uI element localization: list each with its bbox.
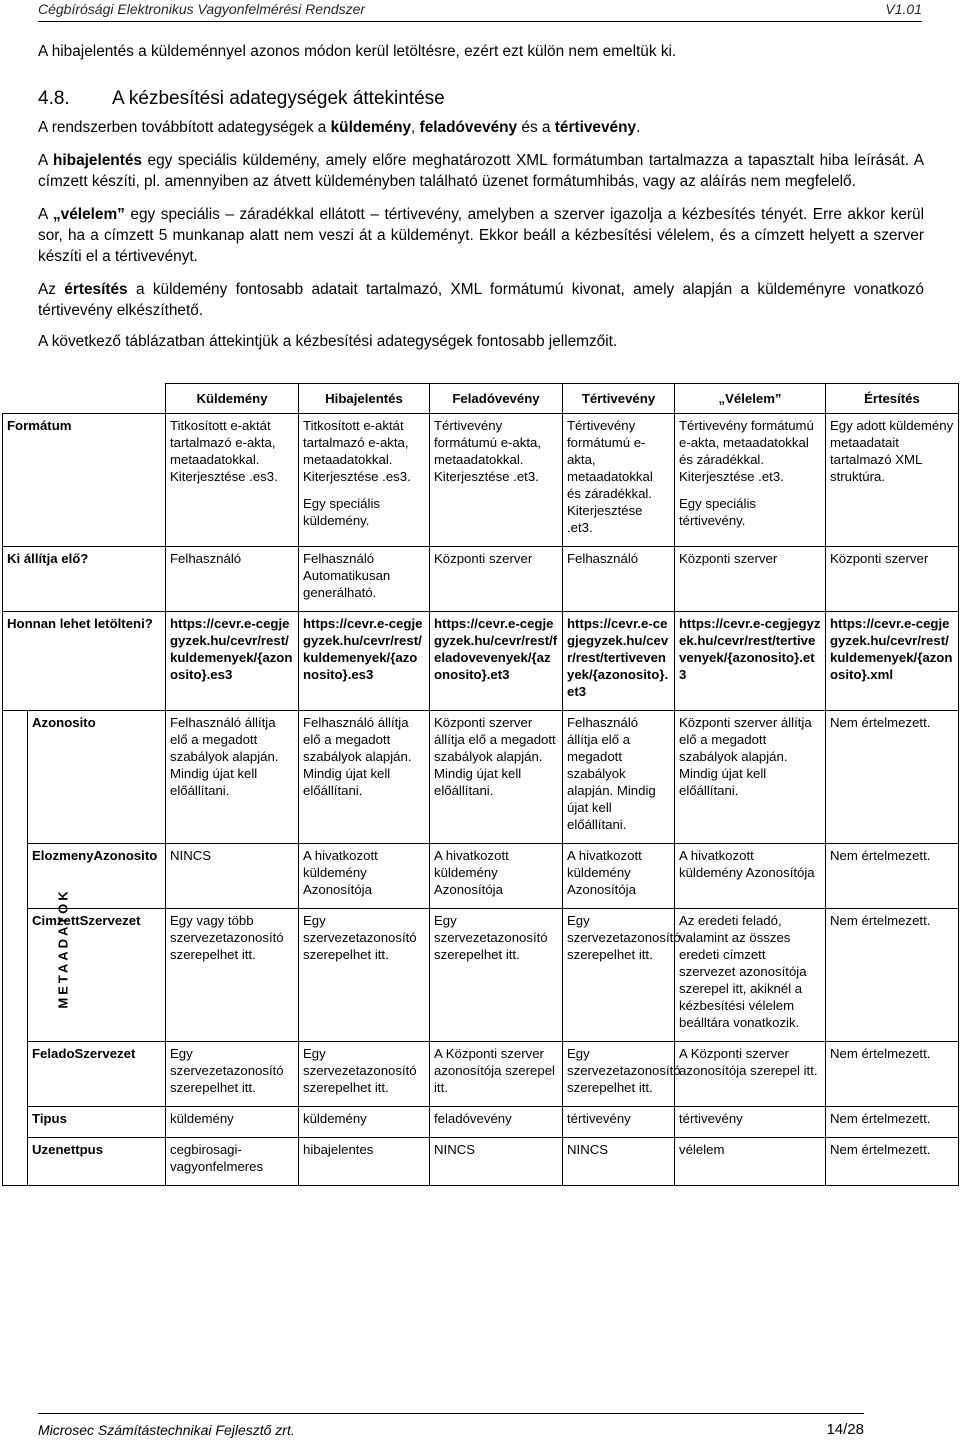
table-cell: [299, 414, 430, 547]
section-heading: [38, 86, 924, 112]
table-cell: Nem értelmezett.: [826, 844, 959, 909]
row-label: Tipus: [28, 1107, 166, 1138]
table-cell: hibajelentes: [299, 1138, 430, 1186]
url-link[interactable]: https://cevr.e-cegjegyzek.hu/cevr/rest/tertivevenyek/{azonosito}.et3: [563, 612, 675, 711]
column-header: Küldemény: [166, 384, 299, 414]
text-run: egy speciális – záradékkal ellátott – tértivevény, amelyben a szerver igazolja a kézbesítés tényét. Erre akkor kerül sor, ha a címzett 5 munkanap alatt nem veszi át a küldeményt. Ekkor beáll a kézbesítési vélelem, és a címzett helyett a szerver készíti el a tértivevényt.: [38, 206, 924, 265]
column-header: Feladóvevény: [430, 384, 563, 414]
cell-text: Titkosított e-aktát tartalmazó e-akta, metaadatokkal. Kiterjesztése .es3.: [303, 418, 411, 484]
table-cell: NINCS: [166, 844, 299, 909]
table-cell: Felhasználó: [563, 547, 675, 612]
delivery-units-table: [2, 383, 959, 1186]
table-cell: Egy szervezetazonosító szerepelhet itt.: [430, 909, 563, 1042]
section-title: A kézbesítési adategységek áttekintése: [112, 88, 445, 109]
table-cell: Felhasználó állítja elő a megadott szabályok alapján. Mindig újat kell előállítani.: [299, 711, 430, 844]
table-cell: Titkosított e-aktát tartalmazó e-akta, metaadatokkal. Kiterjesztése .es3.: [166, 414, 299, 547]
section-number: 4.8.: [38, 88, 70, 109]
row-label: Azonosito: [28, 711, 166, 844]
row-label: Uzenettpus: [28, 1138, 166, 1186]
table-cell: Központi szerver: [430, 547, 563, 612]
table-cell: Egy adott küldemény metaadatait tartalmazó XML struktúra.: [826, 414, 959, 547]
table-cell: Nem értelmezett.: [826, 909, 959, 1042]
table-header-row: [3, 384, 959, 414]
table-cell: Tértivevény formátumú e-akta, metaadatokkal. Kiterjesztése .et3.: [430, 414, 563, 547]
table-cell: Központi szerver: [675, 547, 826, 612]
table-cell: Egy szervezetazonosító szerepelhet itt.: [299, 909, 430, 1042]
text-run: Az: [38, 281, 65, 298]
table-cell: vélelem: [675, 1138, 826, 1186]
page-number: 14/28: [826, 1421, 864, 1438]
intro-note: A hibajelentés a küldeménnyel azonos módon kerül letöltésre, ezért ezt külön nem emeltük ki.: [38, 43, 677, 60]
table-cell: Felhasználó Automatikusan generálható.: [299, 547, 430, 612]
table-cell: küldemény: [166, 1107, 299, 1138]
url-link[interactable]: https://cevr.e-cegjegyzek.hu/cevr/rest/kuldemenyek/{azonosito}.xml: [826, 612, 959, 711]
footer-company: Microsec Számítástechnikai Fejlesztő zrt.: [38, 1422, 295, 1438]
text-run: A: [38, 206, 53, 223]
url-link[interactable]: https://cevr.e-cegjegyzek.hu/cevr/rest/kuldemenyek/{azonosito}.es3: [166, 612, 299, 711]
column-header: „Vélelem”: [675, 384, 826, 414]
text-bold: tértivevény: [554, 119, 637, 136]
text-run: a küldemény fontosabb adatait tartalmazó, XML formátumú kivonat, amely alapján a küldeményre vonatkozó tértivevény elkészíthető.: [38, 281, 924, 319]
table-cell: Központi szerver állítja elő a megadott szabályok alapján. Mindig újat kell előállítani.: [675, 711, 826, 844]
row-label: Honnan lehet letölteni?: [3, 612, 166, 711]
text-run: A rendszerben továbbított adategységek a: [38, 119, 331, 136]
row-label: ElozmenyAzonosito: [28, 844, 166, 909]
table-row: [3, 1138, 959, 1186]
url-link[interactable]: https://cevr.e-cegjegyzek.hu/cevr/rest/tertivevenyek/{azonosito}.et3: [675, 612, 826, 711]
column-header: Értesítés: [826, 384, 959, 414]
table-cell: Felhasználó állítja elő a megadott szabályok alapján. Mindig újat kell előállítani.: [563, 711, 675, 844]
table-cell: A Központi szerver azonosítója szerepel itt.: [675, 1042, 826, 1107]
header-empty-cell: [3, 384, 166, 414]
table-row: [3, 909, 959, 1042]
paragraph-error-report: [38, 150, 924, 192]
page-footer: [38, 1413, 864, 1438]
side-label-text: METAADATOK: [55, 887, 71, 1009]
table-cell: Nem értelmezett.: [826, 1138, 959, 1186]
table-cell: Egy szervezetazonosító szerepelhet itt.: [299, 1042, 430, 1107]
table-cell: tértivevény: [563, 1107, 675, 1138]
table-cell: feladóvevény: [430, 1107, 563, 1138]
row-label: Formátum: [3, 414, 166, 547]
table-row: [3, 612, 959, 711]
table-row: [3, 547, 959, 612]
column-header: Tértivevény: [563, 384, 675, 414]
column-header: Hibajelentés: [299, 384, 430, 414]
table-cell: Tértivevény formátumú e-akta, metaadatokkal és záradékkal. Kiterjesztése .et3.: [563, 414, 675, 547]
row-label: FeladoSzervezet: [28, 1042, 166, 1107]
page-content: [38, 41, 924, 352]
row-label: CimzettSzervezet: [28, 909, 166, 1042]
header-title: Cégbírósági Elektronikus Vagyonfelmérési Rendszer: [38, 1, 366, 17]
table-cell: Egy szervezetazonosító szerepelhet itt.: [563, 909, 675, 1042]
table-cell: A hivatkozott küldemény Azonosítója: [563, 844, 675, 909]
text-run: egy speciális küldemény, amely előre meghatározott XML formátumban tartalmazza a tapasztalt hiba leírását. A címzett készíti, pl. amennyiben az átvett küldeményben található üzenet formátumhibás, vagy az aláírás nem megfelelő.: [38, 152, 924, 190]
paragraph-notification: [38, 279, 924, 321]
text-bold: hibajelentés: [53, 152, 142, 169]
table-cell: küldemény: [299, 1107, 430, 1138]
table-cell: A Központi szerver azonosítója szerepel itt.: [430, 1042, 563, 1107]
table-row: [3, 1107, 959, 1138]
paragraph-units: [38, 117, 924, 138]
table-cell: cegbirosagi-vagyonfelmeres: [166, 1138, 299, 1186]
table-row: [3, 844, 959, 909]
row-label: Ki állítja elő?: [3, 547, 166, 612]
table-cell: Egy vagy több szervezetazonosító szerepelhet itt.: [166, 909, 299, 1042]
table-cell: Felhasználó: [166, 547, 299, 612]
table-cell: Központi szerver állítja elő a megadott szabályok alapján. Mindig újat kell előállítani.: [430, 711, 563, 844]
table-cell: A hivatkozott küldemény Azonosítója: [299, 844, 430, 909]
text-bold: küldemény: [330, 119, 412, 136]
table-cell: A hivatkozott küldemény Azonosítója: [675, 844, 826, 909]
paragraph-presumption: [38, 204, 924, 267]
table-row: [3, 414, 959, 547]
header-rule: [38, 21, 922, 22]
table-cell: Nem értelmezett.: [826, 1042, 959, 1107]
table-cell: Központi szerver: [826, 547, 959, 612]
table-row: [3, 711, 959, 844]
text-bold: értesítés: [64, 281, 128, 298]
text-run: .: [636, 119, 641, 136]
table-cell: NINCS: [563, 1138, 675, 1186]
cell-text: Egy speciális küldemény.: [303, 496, 380, 528]
table-cell: Az eredeti feladó, valamint az összes eredeti címzett szervezet azonosítója szerepel itt, akiknél a kézbesítési vélelem beálltára vonatkozik.: [675, 909, 826, 1042]
header-version: V1.01: [885, 1, 922, 17]
text-run: és a: [517, 119, 555, 136]
table-cell: tértivevény: [675, 1107, 826, 1138]
table-cell: Egy szervezetazonosító szerepelhet itt.: [563, 1042, 675, 1107]
table-cell: Egy szervezetazonosító szerepelhet itt.: [166, 1042, 299, 1107]
page-header: [38, 0, 922, 20]
url-link[interactable]: https://cevr.e-cegjegyzek.hu/cevr/rest/feladovevenyek/{azonosito}.et3: [430, 612, 563, 711]
text-bold: „vélelem”: [52, 206, 125, 223]
table-cell: Felhasználó állítja elő a megadott szabályok alapján. Mindig újat kell előállítani.: [166, 711, 299, 844]
table-cell: A hivatkozott küldemény Azonosítója: [430, 844, 563, 909]
text-run: A: [38, 152, 53, 169]
url-link[interactable]: https://cevr.e-cegjegyzek.hu/cevr/rest/kuldemenyek/{azonosito}.es3: [299, 612, 430, 711]
table-cell: Nem értelmezett.: [826, 1107, 959, 1138]
text-bold: feladóvevény: [419, 119, 518, 136]
table-cell: NINCS: [430, 1138, 563, 1186]
table-cell: [675, 414, 826, 547]
table-cell: Nem értelmezett.: [826, 711, 959, 844]
text-run: ,: [411, 119, 420, 136]
cell-text: Egy speciális tértivevény.: [679, 496, 756, 528]
paragraph-table-intro: A következő táblázatban áttekintjük a kézbesítési adategységek fontosabb jellemzőit.: [38, 333, 618, 350]
table-row: [3, 1042, 959, 1107]
cell-text: Tértivevény formátumú e-akta, metaadatokkal és záradékkal. Kiterjesztése .et3.: [679, 418, 814, 484]
